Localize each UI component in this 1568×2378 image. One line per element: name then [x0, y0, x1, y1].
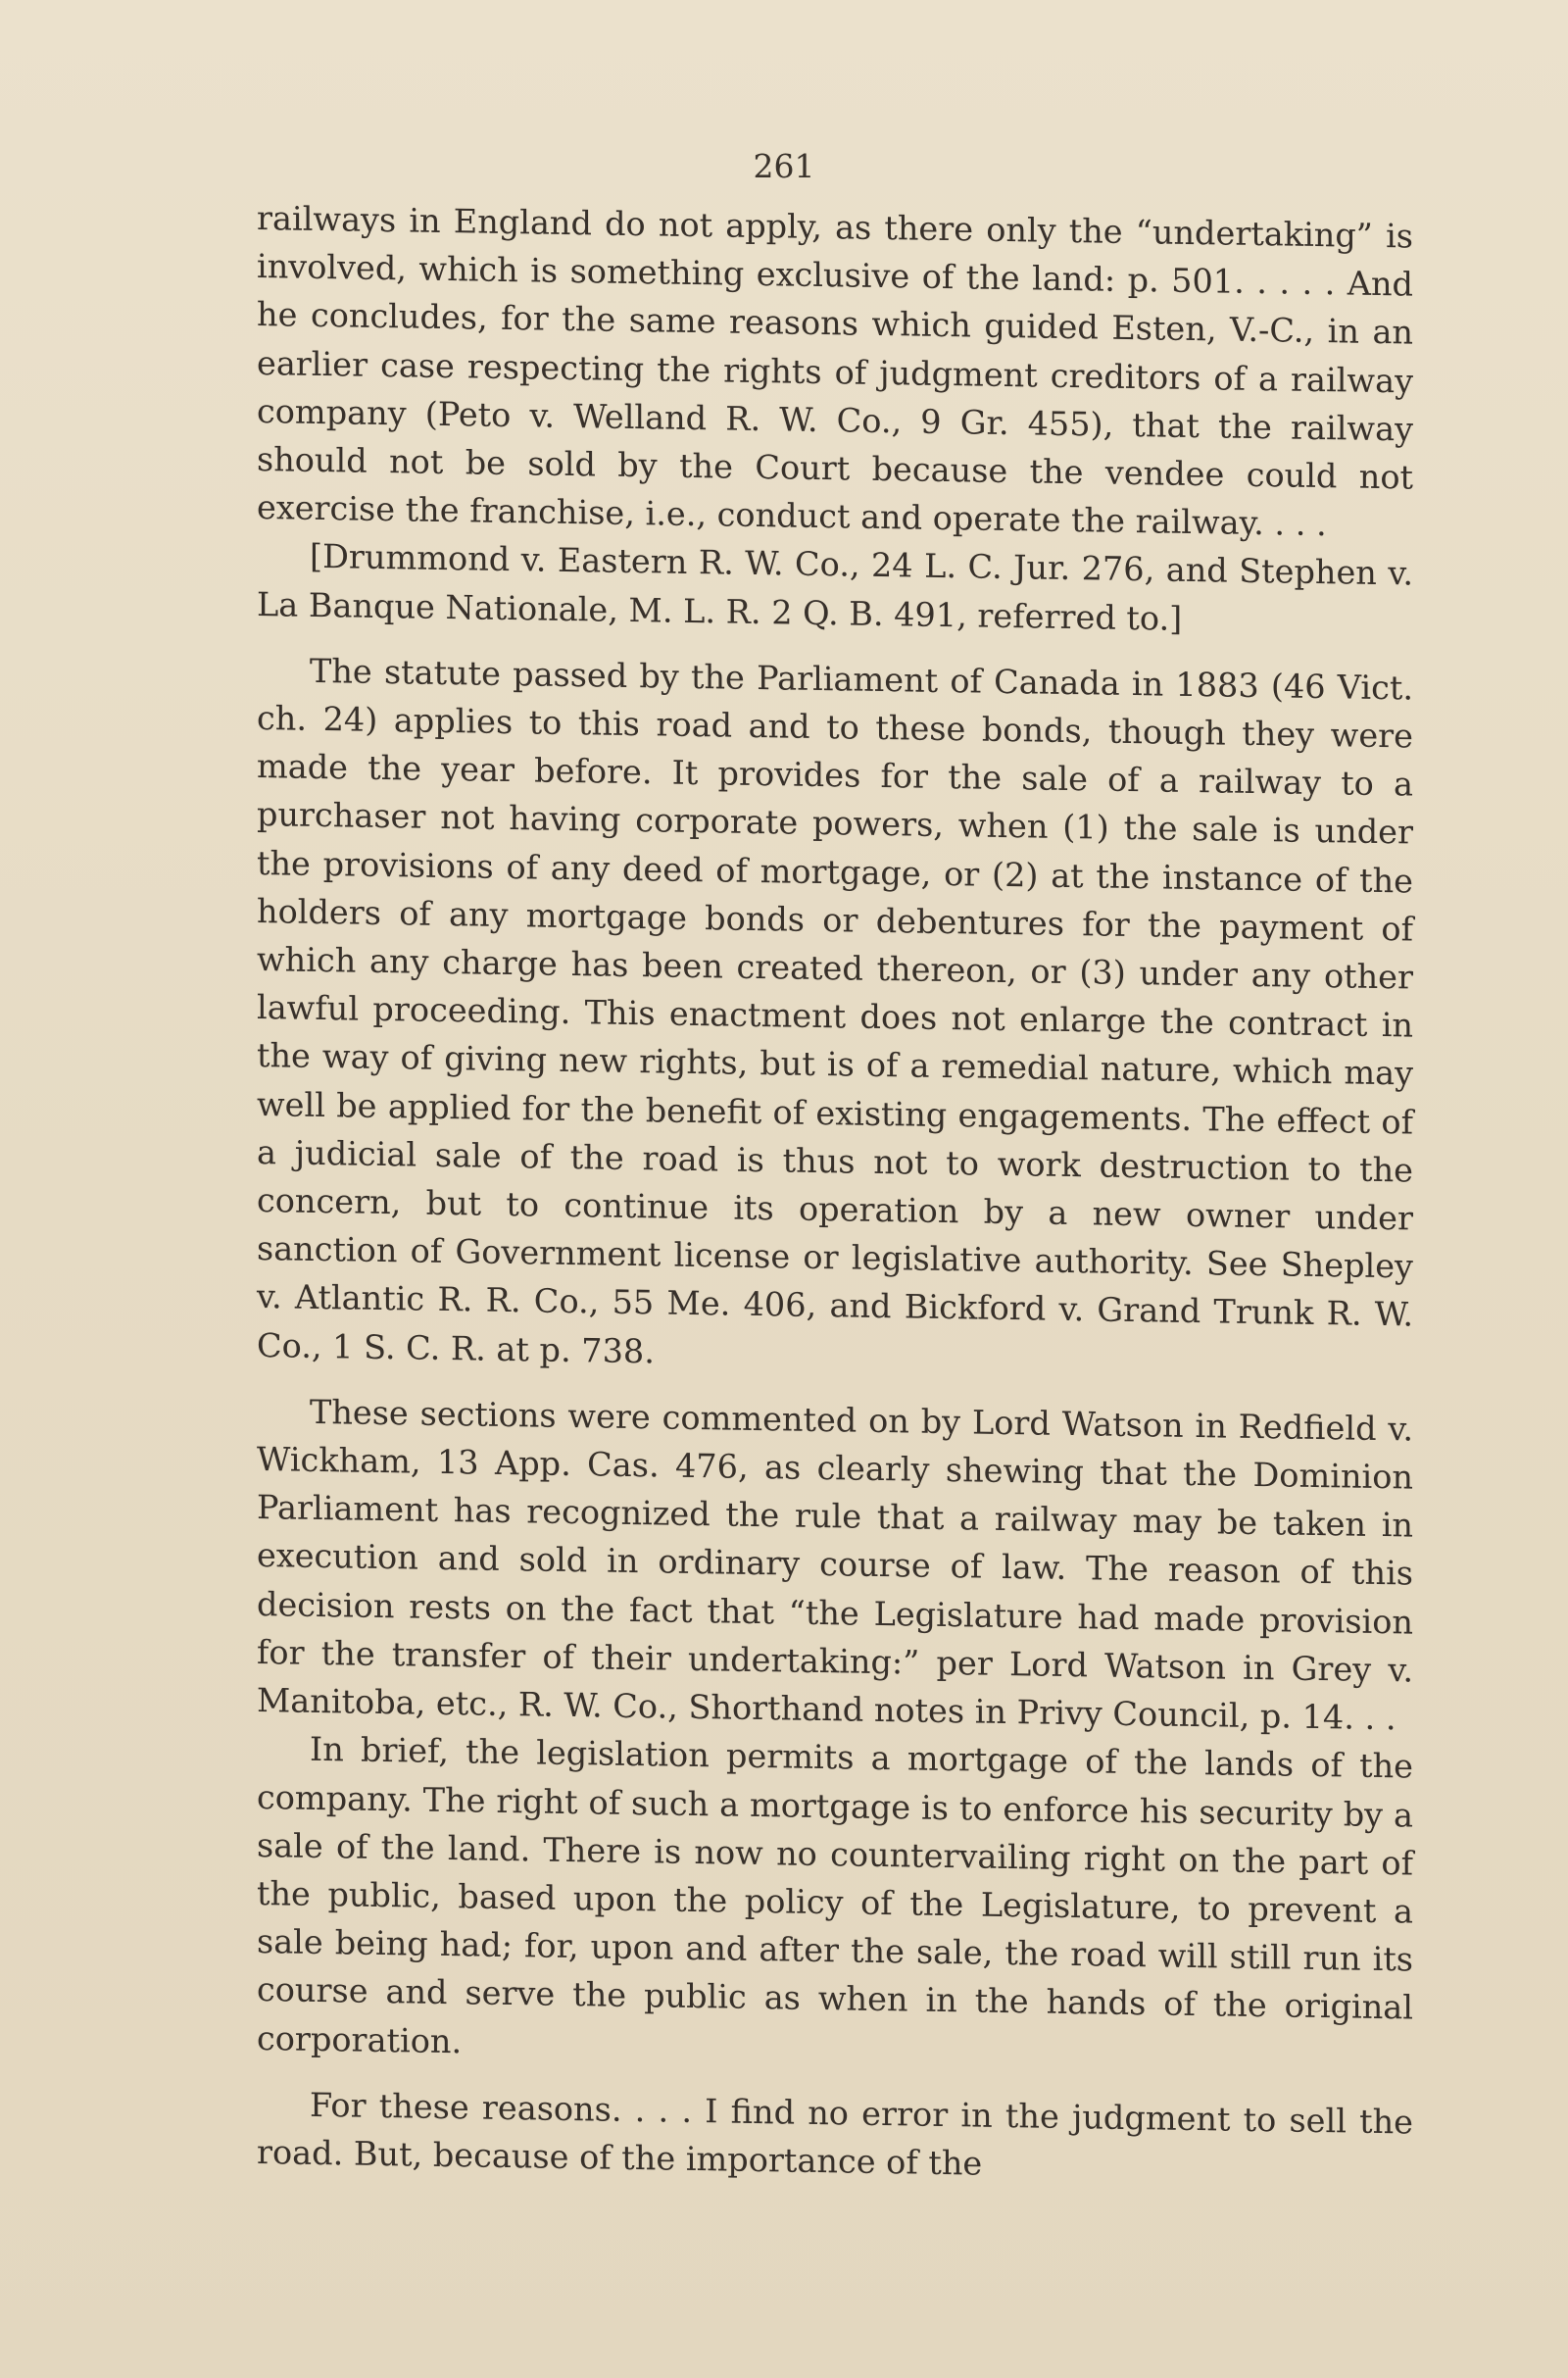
paragraph-1: railways in England do not apply, as there only the “undertaking” is involved, which is something exclusive of the land: p. 501. . . . . And he concludes, for the same reasons which guided Esten, V.-C., in an earlier case respecting the rights of judgment creditors of a railway company (Peto v. Welland R. W. Co., 9 Gr. 455), that the railway should not be sold by the Court because the vendee could not exercise the franchise, i.e., conduct and operate the railway. . . .	[257, 199, 1413, 544]
paragraph-5: In brief, the legislation permits a mortgage of the lands of the company. The right of such a mortgage is to enforce his security by a sale of the land. There is now no countervailing right on the part of the public, based upon the policy of the Legislature, to prevent a sale being had; for, upon and after the sale, the road will still run its course and serve the public as when in the hands of the original corporation.	[257, 1730, 1413, 2060]
paragraph-4: These sections were commented on by Lord Watson in Redfield v. Wickham, 13 App. Cas. 476, as clearly shewing that the Dominion Parliament has recognized the rule that a railway may be taken in execution and sold in ordinary course of law. The reason of this decision rests on the fact that “the Legislature had made provision for the transfer of their undertaking:” per Lord Watson in Grey v. Manitoba, etc., R. W. Co., Shorthand notes in Privy Council, p. 14. . .	[257, 1392, 1413, 1738]
paragraph-2: [Drummond v. Eastern R. W. Co., 24 L. C. Jur. 276, and Stephen v. La Banque Nationale, M. L. R. 2 Q. B. 491, referred to.]	[257, 537, 1413, 638]
paragraph-6: For these reasons. . . . I find no error in the judgment to sell the road. But, because of the importance of the	[257, 2085, 1413, 2183]
paragraph-3: The statute passed by the Parliament of Canada in 1883 (46 Vict. ch. 24) applies to this road and to these bonds, though they were made the year before. It provides for the sale of a railway to a purchaser not having corporate powers, when (1) the sale is under the provisions of any deed of mortgage, or (2) at the instance of the holders of any mortgage bonds or debentures for the payment of which any charge has been created thereon, or (3) under any other lawful proceeding. This enactment does not enlarge the contract in the way of giving new rights, but is of a remedial nature, which may well be applied for the benefit of existing engagements. The effect of a judicial sale of the road is thus not to work destruction to the concern, but to continue its operation by a new owner under sanction of Government license or legislative authority. See Shepley v. Atlantic R. R. Co., 55 Me. 406, and Bickford v. Grand Trunk R. W. Co., 1 S. C. R. at p. 738.	[257, 651, 1413, 1371]
body-text	[257, 194, 1413, 2195]
page-number: 261	[753, 147, 815, 185]
